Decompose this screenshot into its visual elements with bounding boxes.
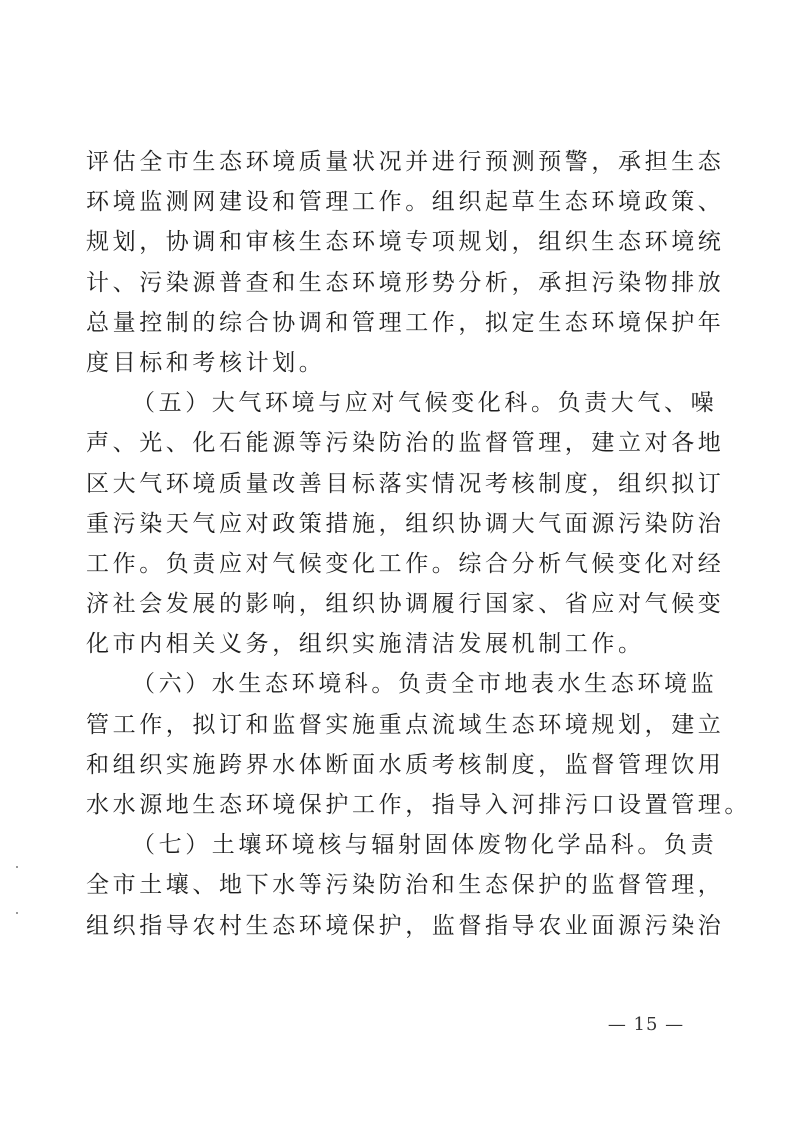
text-line: 声、光、化石能源等污染防治的监督管理，建立对各地	[86, 430, 725, 457]
text-line: 总量控制的综合协调和管理工作，拟定生态环境保护年	[86, 309, 725, 336]
text-line: 评估全市生态环境质量状况并进行预测预警，承担生态	[86, 149, 725, 175]
section-heading-line: （六）水生态环境科。负责全市地表水生态环境监	[132, 671, 718, 698]
text-line: 重污染天气应对政策措施，组织协调大气面源污染防治	[86, 510, 725, 537]
text-line: 和组织实施跨界水体断面水质考核制度，监督管理饮用	[86, 751, 725, 778]
text-line: 规划，协调和审核生态环境专项规划，组织生态环境统	[86, 229, 725, 256]
text-line: 组织指导农村生态环境保护，监督指导农业面源污染治	[86, 912, 725, 939]
text-line: 化市内相关义务，组织实施清洁发展机制工作。	[86, 631, 645, 658]
text-line: 计、污染源普查和生态环境形势分析，承担污染物排放	[86, 269, 725, 296]
text-line: 环境监测网建设和管理工作。组织起草生态环境政策、	[86, 189, 725, 216]
section-heading-line: （七）土壤环境核与辐射固体废物化学品科。负责	[132, 832, 718, 859]
text-line: 济社会发展的影响，组织协调履行国家、省应对气候变	[86, 591, 725, 618]
text-line: 水水源地生态环境保护工作，指导入河排污口设置管理。	[86, 792, 751, 818]
text-line: 度目标和考核计划。	[86, 349, 326, 376]
section-heading-line: （五）大气环境与应对气候变化科。负责大气、噪	[132, 390, 718, 417]
scan-mark	[16, 912, 18, 914]
text-line: 工作。负责应对气候变化工作。综合分析气候变化对经	[86, 550, 725, 577]
text-line: 管工作，拟订和监督实施重点流域生态环境规划，建立	[86, 711, 725, 738]
scan-mark	[16, 866, 18, 868]
text-line: 全市土壤、地下水等污染防治和生态保护的监督管理，	[86, 872, 725, 899]
page-number: — 15 —	[607, 1014, 685, 1035]
text-line: 区大气环境质量改善目标落实情况考核制度，组织拟订	[86, 470, 725, 497]
body-text	[86, 142, 751, 946]
